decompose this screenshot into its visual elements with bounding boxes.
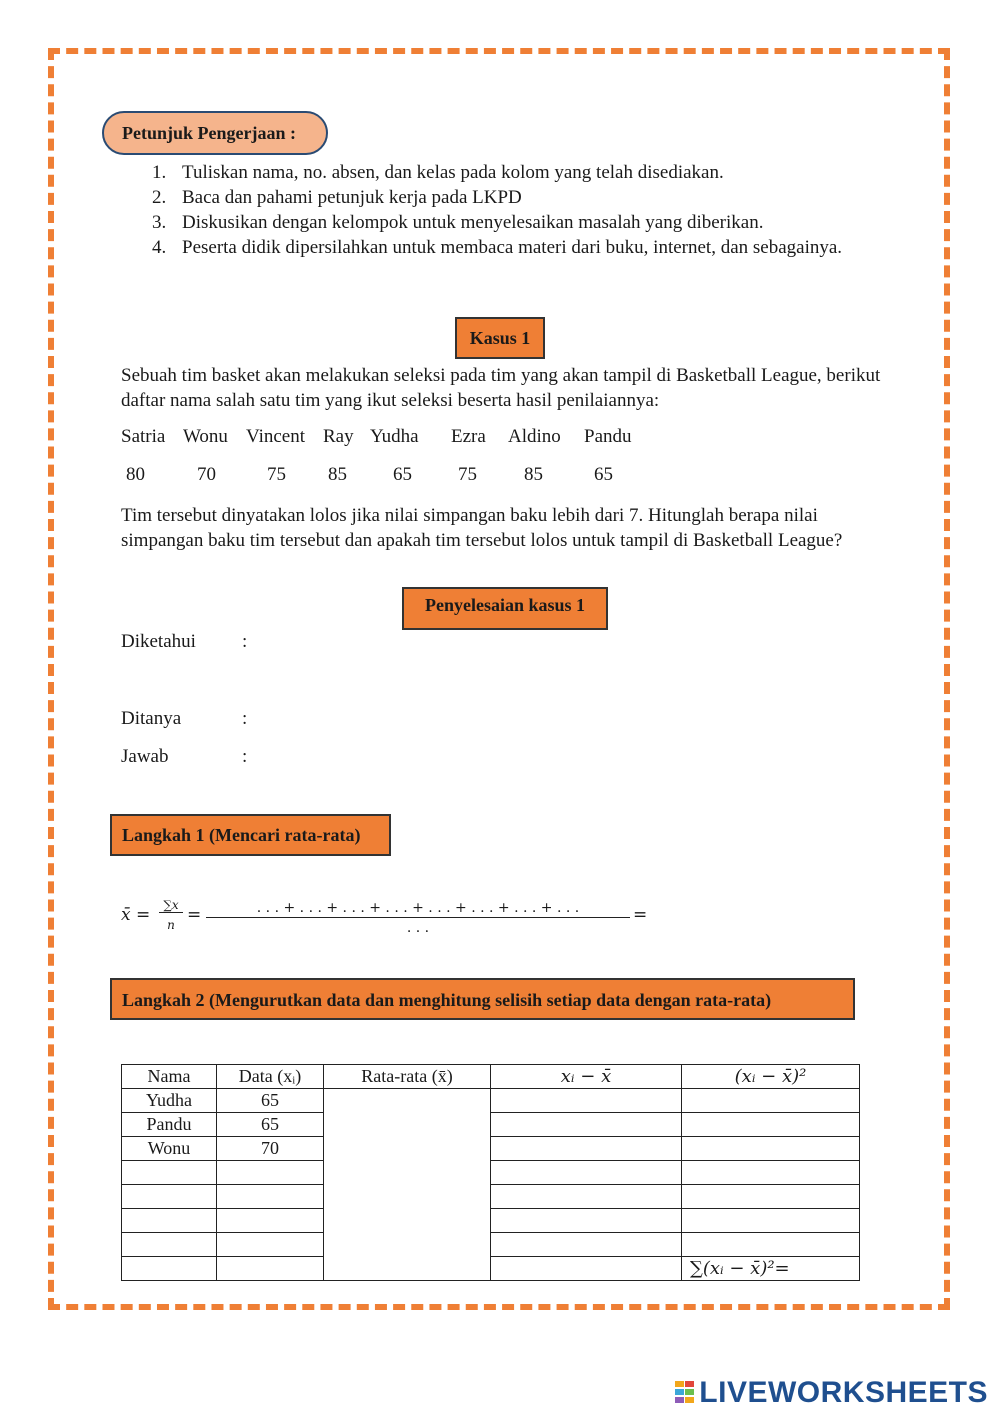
table-row: [122, 1161, 860, 1185]
asked-label: Ditanya: [121, 708, 182, 729]
data-input[interactable]: [217, 1185, 324, 1209]
data-input[interactable]: 65: [217, 1113, 324, 1137]
table-header-row: [122, 1065, 860, 1089]
logo-blocks-icon: [675, 1377, 695, 1411]
header-data: Data (xᵢ): [217, 1065, 324, 1089]
header-squared-deviation: (xᵢ − x̄)²: [682, 1065, 860, 1089]
table-row: [122, 1257, 860, 1281]
name-cell: Ray: [323, 426, 354, 447]
scores-row: [0, 464, 1000, 490]
name-input[interactable]: [122, 1185, 217, 1209]
squared-deviation-input[interactable]: [682, 1209, 860, 1233]
table-row: [122, 1089, 860, 1113]
case-title: Kasus 1: [455, 317, 545, 359]
data-input[interactable]: [217, 1233, 324, 1257]
name-cell: Wonu: [183, 426, 228, 447]
known-colon: :: [242, 631, 248, 652]
squared-deviation-input[interactable]: [682, 1185, 860, 1209]
table-row: [122, 1137, 860, 1161]
score-cell: 65: [393, 464, 412, 485]
deviation-input[interactable]: [491, 1113, 682, 1137]
name-input[interactable]: [122, 1233, 217, 1257]
score-cell: 85: [328, 464, 347, 485]
score-cell: 75: [267, 464, 286, 485]
squared-deviation-input[interactable]: [682, 1113, 860, 1137]
name-cell: Aldino: [508, 426, 561, 447]
table-row: [122, 1113, 860, 1137]
mean-input[interactable]: [324, 1089, 491, 1281]
name-input[interactable]: [122, 1257, 217, 1281]
instructions-list: [146, 160, 862, 260]
instruction-item: 4. Peserta didik dipersilahkan untuk membaca materi dari buku, internet, dan sebagainya.: [152, 237, 843, 258]
instructions-title: Petunjuk Pengerjaan :: [102, 111, 328, 155]
table-row: [122, 1233, 860, 1257]
score-cell: 70: [197, 464, 216, 485]
data-input[interactable]: [217, 1161, 324, 1185]
instruction-item: 2. Baca dan pahami petunjuk kerja pada LKPD: [152, 187, 522, 208]
answer-label: Jawab: [121, 746, 169, 767]
name-cell: Satria: [121, 426, 166, 447]
instruction-item: 3. Diskusikan dengan kelompok untuk menyelesaikan masalah yang diberikan.: [152, 212, 764, 233]
score-cell: 75: [458, 464, 477, 485]
deviation-input[interactable]: [491, 1161, 682, 1185]
deviation-input[interactable]: [491, 1137, 682, 1161]
squared-deviation-input[interactable]: [682, 1161, 860, 1185]
deviation-input[interactable]: [491, 1089, 682, 1113]
name-input[interactable]: [122, 1209, 217, 1233]
squared-deviation-input[interactable]: [682, 1137, 860, 1161]
sum-x-over-n-numerator: ∑x: [159, 898, 183, 913]
equals-sign: =: [187, 905, 202, 925]
deviation-input[interactable]: [491, 1257, 682, 1281]
mean-denominator-blank: . . .: [406, 920, 430, 936]
table-row: [122, 1209, 860, 1233]
solution-title: Penyelesaian kasus 1: [402, 587, 608, 630]
table-row: [122, 1185, 860, 1209]
name-cell: Vincent: [246, 426, 306, 447]
data-input[interactable]: 70: [217, 1137, 324, 1161]
name-cell: Yudha: [370, 426, 419, 447]
data-input[interactable]: [217, 1209, 324, 1233]
mean-symbol: x̄ =: [121, 905, 151, 925]
squared-deviation-input[interactable]: [682, 1233, 860, 1257]
name-cell: Ezra: [451, 426, 486, 447]
mean-numerator-blanks: . . . + . . . + . . . + . . . + . . . + . . . + . . . + . . .: [206, 900, 630, 918]
data-input[interactable]: [217, 1257, 324, 1281]
header-mean: Rata-rata (x̄): [324, 1065, 491, 1089]
header-deviation: xᵢ − x̄: [491, 1065, 682, 1089]
score-cell: 80: [126, 464, 145, 485]
name-input[interactable]: Wonu: [122, 1137, 217, 1161]
deviation-input[interactable]: [491, 1185, 682, 1209]
asked-colon: :: [242, 708, 248, 729]
step2-title: Langkah 2 (Mengurutkan data dan menghitung selisih setiap data dengan rata-rata): [110, 978, 855, 1020]
step1-title: Langkah 1 (Mencari rata-rata): [110, 814, 391, 856]
instruction-item: 1. Tuliskan nama, no. absen, dan kelas pada kolom yang telah disediakan.: [152, 162, 724, 183]
mean-result-equals: =: [633, 905, 648, 925]
name-cell: Pandu: [584, 426, 632, 447]
case-intro: Sebuah tim basket akan melakukan seleksi pada tim yang akan tampil di Basketball League, berikut daftar nama salah satu tim yang ikut seleksi beserta hasil penilaiannya:: [121, 365, 881, 411]
liveworksheets-logo: LIVEWORKSHEETS: [675, 1376, 988, 1411]
name-input[interactable]: Pandu: [122, 1113, 217, 1137]
sum-squared-deviation-input[interactable]: ∑(xᵢ − x̄)²=: [682, 1257, 860, 1281]
squared-deviation-input[interactable]: [682, 1089, 860, 1113]
sum-x-over-n-denominator: n: [167, 918, 175, 932]
deviation-input[interactable]: [491, 1233, 682, 1257]
deviation-table: [121, 1064, 860, 1281]
score-cell: 65: [594, 464, 613, 485]
name-input[interactable]: [122, 1161, 217, 1185]
data-input[interactable]: 65: [217, 1089, 324, 1113]
header-nama: Nama: [122, 1065, 217, 1089]
case-question: Tim tersebut dinyatakan lolos jika nilai simpangan baku lebih dari 7. Hitunglah berapa nilai simpangan baku tim tersebut dan apakah tim tersebut lolos untuk tampil di Basketball League?: [121, 505, 843, 551]
answer-colon: :: [242, 746, 248, 767]
known-label: Diketahui: [121, 631, 196, 652]
name-input[interactable]: Yudha: [122, 1089, 217, 1113]
deviation-input[interactable]: [491, 1209, 682, 1233]
names-row: [0, 426, 1000, 452]
score-cell: 85: [524, 464, 543, 485]
